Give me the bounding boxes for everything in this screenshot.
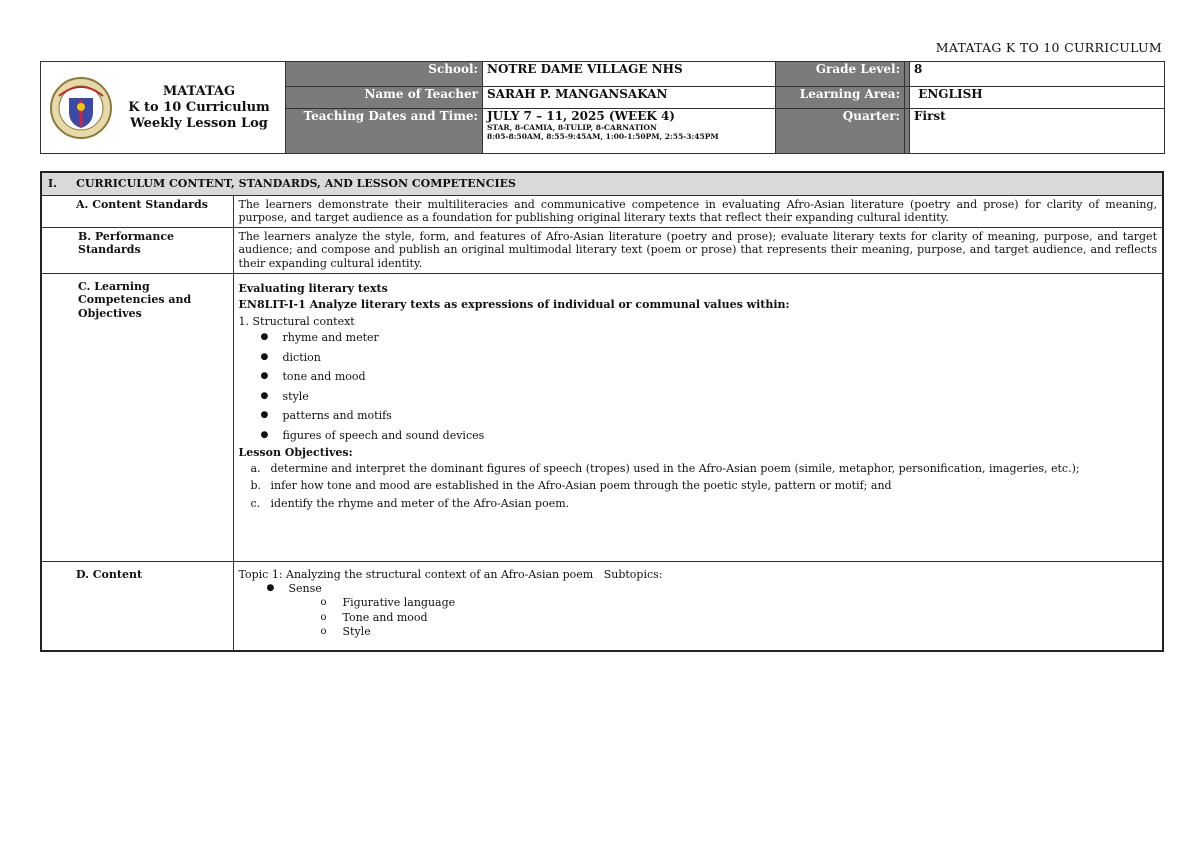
grade-label: Grade Level: <box>776 62 905 87</box>
list-item: o Tone and mood <box>343 611 1158 626</box>
title-line2: K to 10 Curriculum <box>128 99 270 115</box>
list-item: ● Sense <box>289 581 1158 596</box>
area-label: Learning Area: <box>776 87 905 109</box>
content-topic: Topic 1: Analyzing the structural context of an Afro-Asian poem Subtopics: <box>238 567 663 581</box>
structural-items-list <box>239 328 1158 445</box>
grade-value: 8 <box>910 62 1165 87</box>
list-item: ● style <box>283 387 1158 407</box>
list-item: ● tone and mood <box>283 367 1158 387</box>
list-item: o Style <box>343 625 1158 640</box>
curriculum-content-table <box>40 171 1164 652</box>
title-line3: Weekly Lesson Log <box>130 115 268 131</box>
list-item: ● rhyme and meter <box>283 328 1158 348</box>
list-item: o Figurative language <box>343 596 1158 611</box>
list-item: b. infer how tone and mood are established in the Afro-Asian poem through the poetic style, pattern or motif; and <box>250 479 892 492</box>
lesson-objectives-title: Lesson Objectives: <box>238 446 353 459</box>
structural-context: 1. Structural context <box>238 314 355 328</box>
list-item: ● diction <box>283 348 1158 368</box>
dates-value <box>483 109 776 154</box>
sections-text: STAR, 8-CAMIA, 8-TULIP, 8-CARNATION <box>487 123 657 132</box>
deped-seal-icon <box>49 76 113 140</box>
competencies-cell <box>233 273 1163 561</box>
content-standards-label: A. Content Standards <box>41 195 233 227</box>
competency-code: EN8LIT-I-1 Analyze literary texts as expressions of individual or communal values within: <box>238 298 790 311</box>
list-item: ● patterns and motifs <box>283 406 1158 426</box>
school-label: School: <box>286 62 483 87</box>
area-value: ENGLISH <box>910 87 1165 109</box>
objectives-list <box>239 460 1158 513</box>
teacher-value: SARAH P. MANGANSAKAN <box>483 87 776 109</box>
teacher-label: Name of Teacher <box>286 87 483 109</box>
section-heading: I. CURRICULUM CONTENT, STANDARDS, AND LESSON COMPETENCIES <box>41 172 1163 195</box>
list-item: ● figures of speech and sound devices <box>283 426 1158 446</box>
lesson-info-table <box>40 61 1165 154</box>
competencies-label: C. Learning Competencies and Objectives <box>41 273 233 561</box>
list-item: a. determine and interpret the dominant figures of speech (tropes) used in the Afro-Asian poem (simile, metaphor, personification, imageries, etc.); <box>250 461 1080 475</box>
school-value: NOTRE DAME VILLAGE NHS <box>483 62 776 87</box>
list-item: c. identify the rhyme and meter of the Afro-Asian poem. <box>250 496 570 510</box>
dates-text: JULY 7 – 11, 2025 (WEEK 4) <box>487 109 675 123</box>
content-standards-text: The learners demonstrate their multiliteracies and communicative competence in evaluating Afro-Asian literature (poetry and prose) for clarity of meaning, purpose, and target audience as a foundation for publishing original literary texts that reflect their expanding cultural identity. <box>233 195 1163 227</box>
quarter-value: First <box>910 109 1165 154</box>
quarter-label: Quarter: <box>776 109 905 154</box>
content-label: D. Content <box>41 561 233 651</box>
times-text: 8:05-8:50AM, 8:55-9:45AM, 1:00-1:50PM, 2:55-3:45PM <box>487 132 719 141</box>
logo-title-cell <box>41 62 286 154</box>
dates-label: Teaching Dates and Time: <box>286 109 483 154</box>
content-sense-list <box>239 581 1158 596</box>
performance-standards-text: The learners analyze the style, form, and features of Afro-Asian literature (poetry and prose); evaluate literary texts for clarity of meaning, purpose, and target audience; and compose and publish an original multimodal literary text (poem or prose) that represents their meaning, purpose, and target audience, and reflects their expanding cultural identity. <box>233 227 1163 273</box>
competencies-title: Evaluating literary texts <box>238 281 388 295</box>
curriculum-header: MATATAG K TO 10 CURRICULUM <box>935 40 1162 55</box>
content-subtopics-list <box>239 596 1158 640</box>
title-line1: MATATAG <box>162 83 236 99</box>
performance-standards-label: B. Performance Standards <box>41 227 233 273</box>
content-cell <box>233 561 1163 651</box>
